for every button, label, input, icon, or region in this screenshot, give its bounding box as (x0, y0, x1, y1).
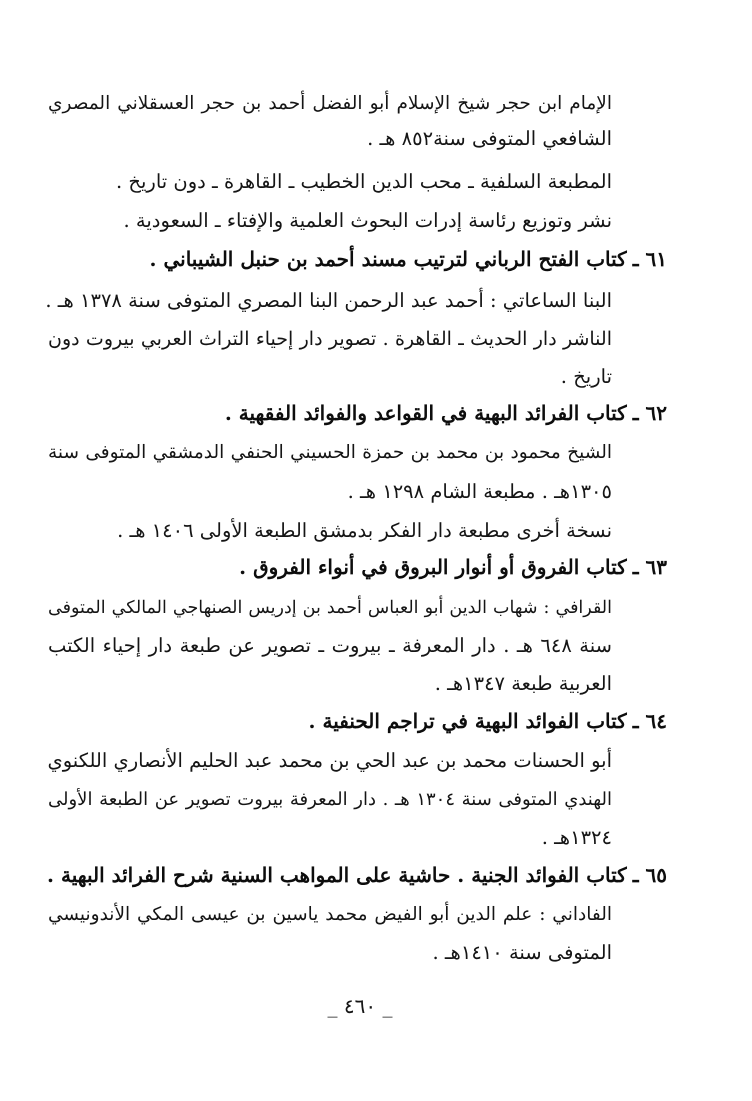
entry-65-heading (47, 859, 667, 891)
entry-64-author-line-2: الهندي المتوفى سنة ١٣٠٤ هـ . دار المعرفة بيروت تصوير عن الطبعة الأولى (48, 789, 613, 810)
entry-62-number: ٦٢ ـ (632, 401, 667, 425)
entry-61-publisher-line-2: تاريخ . (560, 365, 612, 388)
entry-65-author-line-2: المتوفى سنة ١٤١٠هـ . (432, 941, 612, 964)
entry-64-heading (309, 705, 667, 737)
entry-65-number: ٦٥ ـ (632, 863, 667, 887)
entry-61-number: ٦١ ـ (632, 247, 667, 271)
entry-60-author-line-1: الإمام ابن حجر شيخ الإسلام أبو الفضل أحمد بن حجر العسقلاني المصري (48, 93, 612, 114)
entry-62-title: كتاب الفرائد البهية في القواعد والفوائد الفقهية . (224, 401, 627, 425)
entry-63-number: ٦٣ ـ (632, 555, 667, 579)
entry-63-title: كتاب الفروق أو أنوار البروق في أنواء الفروق . (239, 555, 627, 579)
page-number: _ ٤٦٠ _ (327, 994, 393, 1018)
entry-63-author-line-1: القرافي : شهاب الدين أبو العباس أحمد بن إدريس الصنهاجي المالكي المتوفى (48, 598, 612, 618)
entry-62-author-line-2: ١٣٠٥هـ . مطبعة الشام ١٢٩٨ هـ . (347, 480, 612, 503)
entry-60-author-line-2: الشافعي المتوفى سنة٨٥٢ هـ . (367, 127, 612, 150)
entry-63-author-line-2: سنة ٦٤٨ هـ . دار المعرفة ـ بيروت ـ تصوير عن طبعة دار إحياء الكتب (48, 634, 612, 657)
entry-61-publisher-line-1: الناشر دار الحديث ـ القاهرة . تصوير دار إحياء التراث العربي بيروت دون (48, 328, 612, 350)
entry-64-title: كتاب الفوائد البهية في تراجم الحنفية . (308, 709, 627, 733)
entry-61-heading (150, 243, 667, 275)
entry-65-author-line-1: الفاداني : علم الدين أبو الفيض محمد ياسين بن عيسى المكي الأندونيسي (48, 904, 612, 925)
entry-64-author-line-3: ١٣٢٤هـ . (541, 826, 612, 849)
entry-63-heading (239, 551, 667, 583)
entry-63-author-line-3: العربية طبعة ١٣٤٧هـ . (434, 672, 612, 695)
entry-60-edition-line: المطبعة السلفية ـ محب الدين الخطيب ـ القاهرة ـ دون تاريخ . (116, 170, 612, 193)
entry-61-title: كتاب الفتح الرباني لترتيب مسند أحمد بن حنبل الشيباني . (149, 247, 627, 271)
entry-64-author-line-1: أبو الحسنات محمد بن عبد الحي بن محمد عبد الحليم الأنصاري اللكنوي (47, 749, 612, 772)
entry-62-edition-line: نسخة أخرى مطبعة دار الفكر بدمشق الطبعة الأولى ١٤٠٦ هـ . (117, 519, 612, 542)
entry-65-title: كتاب الفوائد الجنية . حاشية على المواهب السنية شرح الفرائد البهية . (47, 863, 627, 887)
entry-64-number: ٦٤ ـ (632, 709, 667, 733)
entry-61-author-line: البنا الساعاتي : أحمد عبد الرحمن البنا المصري المتوفى سنة ١٣٧٨ هـ . (45, 289, 612, 312)
entry-60-publisher-line: نشر وتوزيع رئاسة إدرات البحوث العلمية والإفتاء ـ السعودية . (123, 209, 612, 232)
entry-62-author-line-1: الشيخ محمود بن محمد بن حمزة الحسيني الحنفي الدمشقي المتوفى سنة (48, 442, 612, 463)
entry-62-heading (225, 397, 667, 429)
